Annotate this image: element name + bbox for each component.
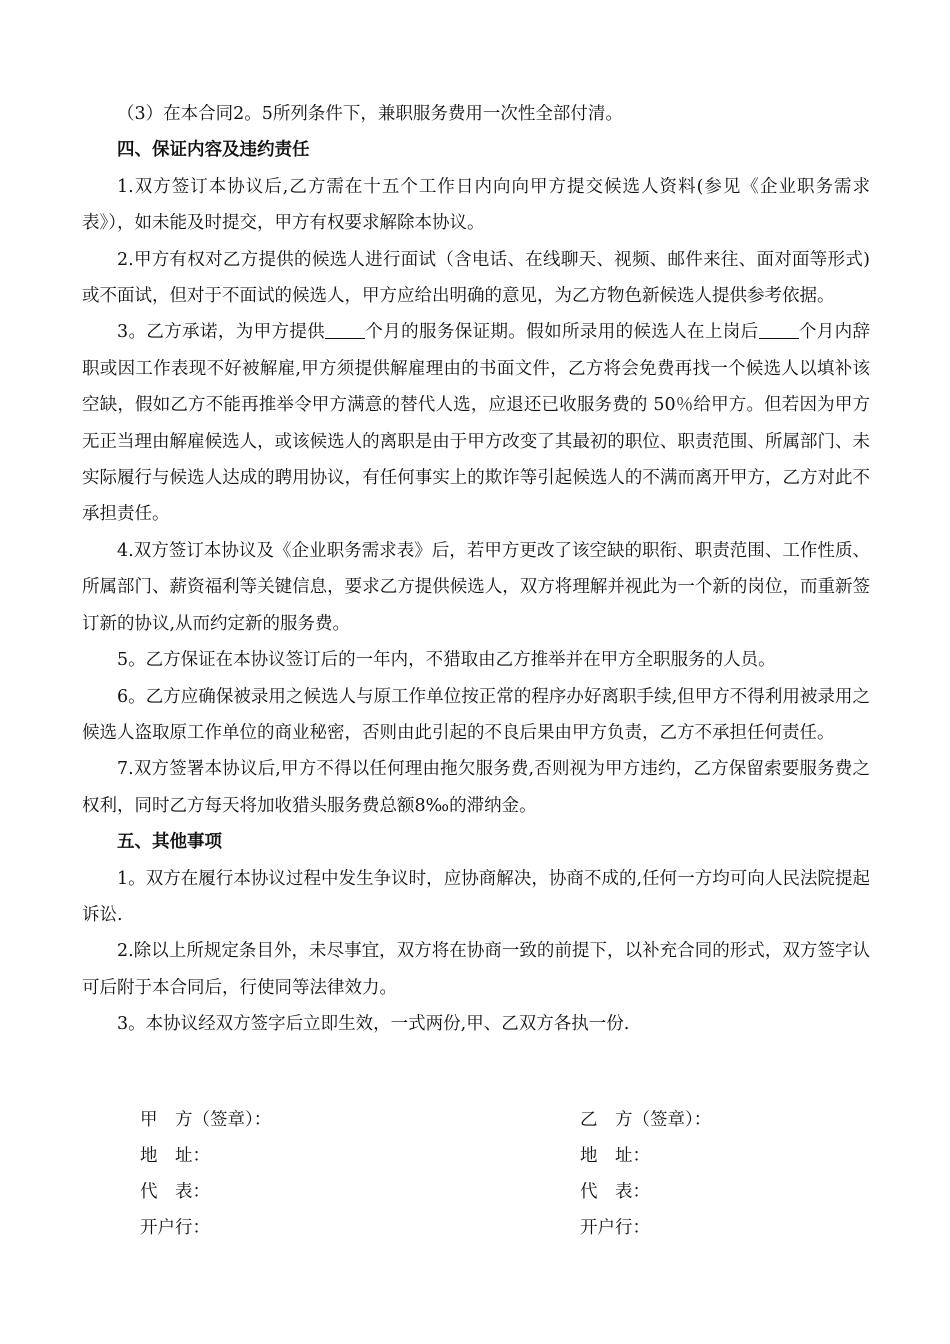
party-b-address-label: 地 址： — [580, 1146, 650, 1166]
clause-4-5: 5。乙方保证在本协议签订后的一年内，不猎取由乙方推举并在甲方全职服务的人员。 — [117, 650, 776, 671]
party-b-representative-label: 代 表： — [580, 1182, 650, 1202]
clause-4-6: 6。乙方应确保被录用之候选人与原工作单位按正常的程序办好离职手续,但甲方不得利用被录用之候选人盗取原工作单位的商业秘密，否则由此引起的不良后果由甲方负责，乙方不承担任何责任。 — [82, 686, 870, 743]
clause-4-3 — [82, 314, 870, 532]
signature-row-address — [140, 1138, 870, 1174]
clause-5-1: 1。双方在履行本协议过程中发生争议时，应协商解决，协商不成的,任何一方均可向人民法院提起诉讼. — [82, 868, 870, 925]
party-a-address-label: 地 址： — [140, 1146, 210, 1166]
section-heading-5: 五、其他事项 — [117, 832, 222, 853]
clause-4-3-part-c: 个月内辞职或因工作表现不好被解雇,甲方须提供解雇理由的书面文件，乙方将会免费再找一个候选人以填补该空缺，假如乙方不能再推举令甲方满意的替代人选，应退还已收服务费的 50％给甲方。但若因为甲方无正当理由解雇候选人，或该候选人的离职是由于甲方改变了其最初的职位、职责范围、所属部门、未实际履行与候选人达成的聘用协议，有任何事实上的欺诈等引起候选人的不满而离开甲方，乙方对此不承担责任。 — [82, 322, 871, 525]
clause-4-1: 1.双方签订本协议后,乙方需在十五个工作日内向向甲方提交候选人资料(参见《企业职务需求表》），如未能及时提交，甲方有权要求解除本协议。 — [82, 176, 870, 234]
section-heading-4: 四、保证内容及违约责任 — [117, 140, 310, 161]
clause-4-3-part-b: 个月的服务保证期。假如所录用的候选人在上岗后 — [365, 322, 759, 343]
signature-block — [140, 1102, 870, 1246]
clause-5-2: 2.除以上所规定条目外，未尽事宜，双方将在协商一致的前提下，以补充合同的形式，双方签字认可后附于本合同后，行使同等法律效力。 — [82, 941, 870, 998]
signature-row-party — [140, 1102, 870, 1138]
blank-line-months — [325, 320, 365, 339]
clause-4-2: 2.甲方有权对乙方提供的候选人进行面试（含电话、在线聊天、视频、邮件来往、面对面等形式)或不面试，但对于不面试的候选人，甲方应给出明确的意见，为乙方物色新候选人提供参考依据。 — [82, 249, 870, 307]
clause-5-3: 3。本协议经双方签字后立即生效，一式两份,甲、乙双方各执一份. — [117, 1014, 630, 1035]
clause-4-4: 4.双方签订本协议及《企业职务需求表》后，若甲方更改了该空缺的职衔、职责范围、工作性质、所属部门、薪资福利等关键信息，要求乙方提供候选人，双方将理解并视此为一个新的岗位，而重新签订新的协议,从而约定新的服务费。 — [82, 540, 870, 634]
blank-line-months-2 — [759, 320, 799, 339]
party-a-representative-label: 代 表： — [140, 1182, 210, 1202]
party-b-bank-label: 开户行： — [580, 1218, 650, 1238]
party-b-signature-label: 乙 方（签章）： — [580, 1110, 712, 1130]
signature-row-representative — [140, 1174, 870, 1210]
signature-row-bank — [140, 1210, 870, 1246]
party-a-signature-label: 甲 方（签章）： — [140, 1110, 272, 1130]
contract-body — [82, 96, 870, 1043]
clause-payment-3: （3）在本合同2。5所列条件下，兼职服务费用一次性全部付清。 — [117, 104, 623, 124]
clause-4-3-part-a: 3。乙方承诺，为甲方提供 — [117, 322, 326, 343]
clause-4-7: 7.双方签署本协议后,甲方不得以任何理由拖欠服务费,否则视为甲方违约，乙方保留索要服务费之权利，同时乙方每天将加收猎头服务费总额8‰的滞纳金。 — [82, 759, 870, 816]
party-a-bank-label: 开户行： — [140, 1218, 210, 1238]
